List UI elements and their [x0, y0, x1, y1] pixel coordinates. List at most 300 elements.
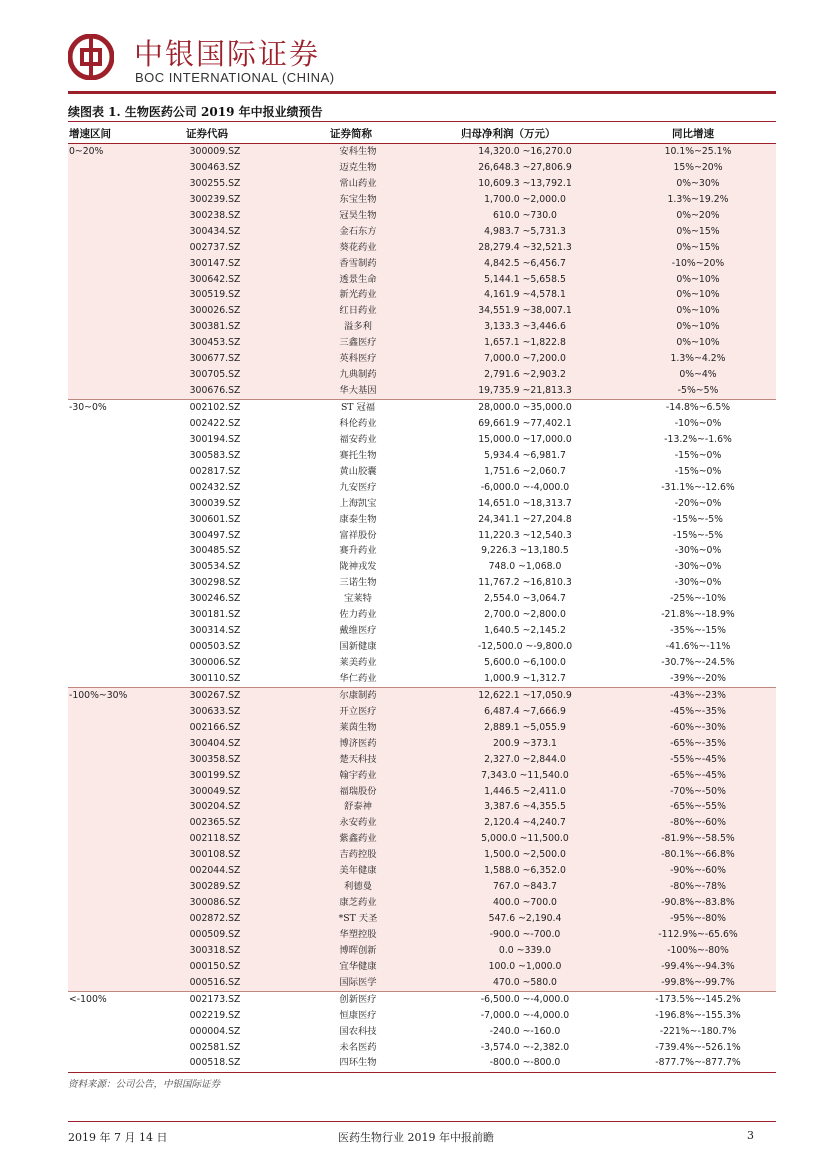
net-profit-range: 100.0 ~1,000.0: [488, 960, 562, 972]
table-row: [68, 319, 776, 335]
table-row: [68, 639, 776, 655]
table-row: [68, 543, 776, 559]
net-profit-range: 1,751.6 ~2,060.7: [484, 465, 566, 477]
security-code: 002817.SZ: [189, 465, 241, 477]
security-name: 紫鑫药业: [339, 833, 377, 845]
net-profit-range: 0.0 ~339.0: [498, 944, 552, 956]
net-profit-range: 610.0 ~730.0: [493, 209, 557, 221]
footer-title: 医药生物行业 2019 年中报前瞻: [338, 1131, 494, 1144]
security-name: 创新医疗: [339, 993, 377, 1005]
table-row: [68, 575, 776, 591]
yoy-growth: -35%~-15%: [670, 625, 726, 637]
page-number: 3: [747, 1129, 754, 1142]
yoy-growth: -5%~5%: [677, 385, 719, 397]
security-code: 300026.SZ: [189, 305, 241, 317]
yoy-growth: 0%~10%: [676, 273, 720, 285]
security-name: 福瑞股份: [339, 785, 377, 797]
security-name: 华大基因: [339, 385, 377, 397]
table-row: [68, 144, 776, 160]
security-code: 300199.SZ: [189, 769, 241, 781]
yoy-growth: 10.1%~25.1%: [664, 146, 732, 157]
net-profit-range: 3,387.6 ~4,355.5: [484, 801, 566, 813]
table-row: [68, 623, 776, 639]
table-row: [68, 1040, 776, 1056]
security-name: 红日药业: [339, 305, 377, 317]
table-row: [68, 448, 776, 464]
yoy-growth: -31.1%~-12.6%: [661, 481, 735, 493]
security-name: 宜华健康: [339, 960, 377, 972]
net-profit-range: 34,551.9 ~38,007.1: [478, 305, 572, 317]
yoy-growth: 0%~10%: [676, 289, 720, 301]
table-row: [68, 927, 776, 943]
security-code: 002173.SZ: [189, 993, 241, 1005]
net-profit-range: -7,000.0 ~-4,000.0: [480, 1009, 570, 1021]
table-row: [68, 287, 776, 303]
table-row: [68, 303, 776, 319]
table-row: [68, 959, 776, 975]
brand-name-cn: 中银国际证券: [134, 37, 321, 71]
net-profit-range: 28,000.0 ~35,000.0: [478, 402, 572, 413]
yoy-growth: -65%~-55%: [670, 801, 726, 813]
yoy-growth: -30%~0%: [674, 577, 722, 589]
table-row: [68, 784, 776, 800]
security-name: 利德曼: [344, 881, 372, 893]
table-row: [68, 1008, 776, 1024]
net-profit-range: 4,161.9 ~4,578.1: [484, 289, 566, 301]
security-code: 300238.SZ: [189, 209, 241, 221]
table-caption: 续图表 1. 生物医药公司 2019 年中报业绩预告: [68, 105, 323, 119]
table-row: [68, 607, 776, 623]
security-name: 三鑫医疗: [339, 337, 377, 349]
yoy-growth: -80%~-60%: [670, 817, 726, 829]
security-code: 300009.SZ: [189, 146, 241, 157]
net-profit-range: 767.0 ~843.7: [493, 881, 557, 893]
security-name: 永安药业: [339, 817, 377, 829]
yoy-growth: -739.4%~-526.1%: [655, 1041, 741, 1053]
net-profit-range: -3,574.0 ~-2,382.0: [480, 1041, 570, 1053]
table-row: [68, 911, 776, 927]
security-code: 300289.SZ: [189, 881, 241, 893]
security-name: 宝莱特: [344, 593, 372, 605]
security-name: 九典制药: [339, 369, 377, 381]
security-name: 国农科技: [339, 1025, 377, 1037]
net-profit-range: 1,640.5 ~2,145.2: [484, 625, 566, 637]
security-code: 300147.SZ: [189, 257, 241, 269]
net-profit-range: 69,661.9 ~77,402.1: [478, 417, 572, 429]
table-row: [68, 351, 776, 367]
security-code: 300255.SZ: [189, 177, 241, 189]
yoy-growth: -99.4%~-94.3%: [661, 960, 735, 972]
footer-divider: [68, 1121, 776, 1122]
net-profit-range: 24,341.1 ~27,204.8: [478, 513, 572, 525]
yoy-growth: -13.2%~-1.6%: [664, 433, 732, 445]
header-growth: 同比增速: [672, 128, 714, 140]
security-code: 300677.SZ: [189, 353, 241, 365]
security-code: 002219.SZ: [189, 1009, 241, 1021]
header-interval: 增速区间: [69, 128, 111, 140]
security-name: 安科生物: [339, 146, 377, 157]
security-code: 002102.SZ: [189, 402, 241, 413]
security-name: 华仁药业: [339, 672, 377, 684]
boc-logo-icon: [68, 34, 114, 80]
table-row: [68, 943, 776, 959]
table-row: [68, 496, 776, 512]
yoy-growth: -15%~-5%: [673, 529, 723, 541]
yoy-growth: -55%~-45%: [670, 753, 726, 765]
net-profit-range: 12,622.1 ~17,050.9: [478, 689, 572, 701]
net-profit-range: 1,000.9 ~1,312.7: [484, 672, 566, 684]
security-name: 楚天科技: [339, 753, 377, 765]
yoy-growth: 0%~15%: [676, 241, 720, 253]
table-row: [68, 160, 776, 176]
security-code: 300246.SZ: [189, 593, 241, 605]
yoy-growth: 0%~10%: [676, 321, 720, 333]
net-profit-range: 1,500.0 ~2,500.0: [484, 849, 566, 861]
yoy-growth: -43%~-23%: [670, 689, 726, 701]
security-code: 002118.SZ: [189, 833, 241, 845]
yoy-growth: -99.8%~-99.7%: [661, 976, 735, 988]
security-name: 赛升药业: [339, 545, 377, 557]
security-name: 华塑控股: [339, 928, 377, 940]
table-row: [68, 1055, 776, 1071]
security-code: 000004.SZ: [189, 1025, 241, 1037]
net-profit-range: -6,500.0 ~-4,000.0: [480, 993, 570, 1005]
security-code: 300381.SZ: [189, 321, 241, 333]
yoy-growth: -80.1%~-66.8%: [661, 849, 735, 861]
security-code: 000516.SZ: [189, 976, 241, 988]
security-code: 300358.SZ: [189, 753, 241, 765]
table-row: [68, 591, 776, 607]
security-code: 300463.SZ: [189, 161, 241, 173]
net-profit-range: 2,554.0 ~3,064.7: [484, 593, 566, 605]
security-code: 002166.SZ: [189, 721, 241, 733]
table-row: [68, 895, 776, 911]
net-profit-range: 5,600.0 ~6,100.0: [484, 657, 566, 668]
header-profit: 归母净利润（万元）: [461, 128, 556, 140]
yoy-growth: -221%~-180.7%: [659, 1025, 737, 1037]
security-code: 300642.SZ: [189, 273, 241, 285]
yoy-growth: -90.8%~-83.8%: [661, 897, 735, 909]
security-name: 英科医疗: [339, 353, 377, 365]
security-name: 金石东方: [339, 225, 377, 237]
security-name: 陇神戎发: [339, 561, 377, 573]
security-code: 300676.SZ: [189, 385, 241, 397]
net-profit-range: 1,588.0 ~6,352.0: [484, 865, 566, 877]
yoy-growth: -15%~0%: [674, 449, 722, 461]
table-row: [68, 224, 776, 240]
table-bottom-rule: [68, 1072, 776, 1073]
net-profit-range: 7,343.0 ~11,540.0: [481, 769, 569, 781]
security-name: 科伦药业: [339, 417, 377, 429]
table-row: [68, 815, 776, 831]
header-divider: [68, 91, 776, 94]
security-code: 000518.SZ: [189, 1057, 241, 1069]
security-code: 300181.SZ: [189, 609, 241, 621]
yoy-growth: -173.5%~-145.2%: [655, 993, 741, 1005]
security-code: 000150.SZ: [189, 960, 241, 972]
security-code: 300485.SZ: [189, 545, 241, 557]
net-profit-range: 470.0 ~580.0: [493, 976, 557, 988]
security-name: 莱美药业: [339, 657, 377, 668]
yoy-growth: -20%~0%: [674, 497, 722, 509]
table-row: [68, 736, 776, 752]
growth-interval: <-100%: [69, 993, 107, 1005]
security-code: 300006.SZ: [189, 657, 241, 668]
security-name: 常山药业: [339, 177, 377, 189]
security-name: 吉药控股: [339, 849, 377, 861]
net-profit-range: -800.0 ~-800.0: [489, 1057, 561, 1069]
net-profit-range: 5,934.4 ~6,981.7: [484, 449, 566, 461]
table-row: [68, 432, 776, 448]
table-row: [68, 528, 776, 544]
net-profit-range: 5,000.0 ~11,500.0: [481, 833, 569, 845]
net-profit-range: 4,842.5 ~6,456.7: [484, 257, 566, 269]
security-code: 002737.SZ: [189, 241, 241, 253]
header-name: 证券简称: [330, 128, 372, 140]
yoy-growth: -15%~0%: [674, 465, 722, 477]
security-code: 300519.SZ: [189, 289, 241, 301]
security-code: 300298.SZ: [189, 577, 241, 589]
table-row: [68, 480, 776, 496]
yoy-growth: 1.3%~19.2%: [667, 193, 729, 205]
yoy-growth: -14.8%~6.5%: [665, 402, 731, 413]
net-profit-range: 400.0 ~700.0: [493, 897, 557, 909]
table-row: [68, 768, 776, 784]
yoy-growth: 0%~15%: [676, 225, 720, 237]
table-row: [68, 863, 776, 879]
table-row: [68, 687, 776, 704]
security-name: 博晖创新: [339, 944, 377, 956]
table-header-row: [68, 122, 776, 144]
yoy-growth: -80%~-78%: [670, 881, 726, 893]
net-profit-range: 2,791.6 ~2,903.2: [484, 369, 566, 381]
table-row: [68, 704, 776, 720]
yoy-growth: -877.7%~-877.7%: [655, 1057, 741, 1069]
net-profit-range: 4,983.7 ~5,731.3: [484, 225, 566, 237]
table-row: [68, 208, 776, 224]
yoy-growth: -65%~-35%: [670, 737, 726, 749]
yoy-growth: -39%~-20%: [670, 672, 726, 684]
yoy-growth: -10%~0%: [674, 417, 722, 429]
net-profit-range: 748.0 ~1,068.0: [488, 561, 562, 573]
security-name: 国际医学: [339, 976, 377, 988]
security-name: 黄山胶囊: [339, 465, 377, 477]
net-profit-range: 14,651.0 ~18,313.7: [478, 497, 572, 509]
table-row: [68, 176, 776, 192]
security-name: 福安药业: [339, 433, 377, 445]
yoy-growth: 0%~20%: [676, 209, 720, 221]
yoy-growth: -30%~0%: [674, 545, 722, 557]
security-name: 迈克生物: [339, 161, 377, 173]
security-code: 300194.SZ: [189, 433, 241, 445]
security-name: 四环生物: [339, 1057, 377, 1069]
net-profit-range: 15,000.0 ~17,000.0: [478, 433, 572, 445]
security-code: 300110.SZ: [189, 672, 241, 684]
growth-interval: -100%~30%: [69, 689, 128, 701]
table-row: [68, 752, 776, 768]
security-code: 300534.SZ: [189, 561, 241, 573]
yoy-growth: -81.9%~-58.5%: [661, 833, 735, 845]
table-row: [68, 512, 776, 528]
security-code: 300239.SZ: [189, 193, 241, 205]
security-name: 佐力药业: [339, 609, 377, 621]
security-name: 透景生命: [339, 273, 377, 285]
net-profit-range: 547.6 ~2,190.4: [488, 913, 562, 924]
source-note: 资料来源：公司公告，中银国际证券: [68, 1079, 221, 1090]
yoy-growth: 0%~10%: [676, 337, 720, 349]
security-code: 300497.SZ: [189, 529, 241, 541]
security-code: 300314.SZ: [189, 625, 241, 637]
security-code: 002432.SZ: [189, 481, 241, 493]
yoy-growth: -30%~0%: [674, 561, 722, 573]
yoy-growth: 0%~10%: [676, 305, 720, 317]
security-code: 300318.SZ: [189, 944, 241, 956]
yoy-growth: -30.7%~-24.5%: [661, 657, 735, 668]
brand-name-en: BOC INTERNATIONAL (CHINA): [135, 70, 335, 85]
table-row: [68, 399, 776, 416]
security-name: 国新健康: [339, 641, 377, 653]
security-code: 300108.SZ: [189, 849, 241, 861]
security-name: 未名医药: [339, 1041, 377, 1053]
yoy-growth: -41.6%~-11%: [665, 641, 731, 653]
security-code: 300267.SZ: [189, 689, 241, 701]
yoy-growth: -90%~-60%: [670, 865, 726, 877]
security-code: 002872.SZ: [189, 913, 241, 924]
security-code: 300633.SZ: [189, 705, 241, 717]
net-profit-range: 6,487.4 ~7,666.9: [484, 705, 566, 717]
table-row: [68, 1024, 776, 1040]
security-code: 002422.SZ: [189, 417, 241, 429]
table-row: [68, 367, 776, 383]
yoy-growth: 1.3%~4.2%: [670, 353, 726, 365]
table-row: [68, 991, 776, 1008]
security-name: 戴维医疗: [339, 625, 377, 637]
security-name: 溢多利: [344, 321, 372, 333]
security-name: 开立医疗: [339, 705, 377, 717]
net-profit-range: 1,700.0 ~2,000.0: [484, 193, 566, 205]
net-profit-range: -12,500.0 ~-9,800.0: [477, 641, 573, 653]
page-header: [68, 28, 776, 88]
net-profit-range: 2,327.0 ~2,844.0: [484, 753, 566, 765]
security-name: 舒泰神: [344, 801, 372, 813]
yoy-growth: -196.8%~-155.3%: [655, 1009, 741, 1021]
security-name: 康芝药业: [339, 897, 377, 909]
yoy-growth: 0%~30%: [676, 177, 720, 189]
net-profit-range: -900.0 ~-700.0: [489, 928, 561, 940]
net-profit-range: 10,609.3 ~13,792.1: [478, 177, 572, 189]
table-row: [68, 720, 776, 736]
net-profit-range: 19,735.9 ~21,813.3: [478, 385, 572, 397]
table-body: [68, 144, 776, 1071]
net-profit-range: 11,220.3 ~12,540.3: [478, 529, 572, 541]
yoy-growth: -112.9%~-65.6%: [658, 928, 738, 940]
yoy-growth: -70%~-50%: [670, 785, 726, 797]
earnings-forecast-table: [68, 122, 776, 1071]
yoy-growth: -21.8%~-18.9%: [661, 609, 735, 621]
table-row: [68, 559, 776, 575]
net-profit-range: -6,000.0 ~-4,000.0: [480, 481, 570, 493]
security-name: 赛托生物: [339, 449, 377, 461]
security-code: 002581.SZ: [189, 1041, 241, 1053]
security-code: 300601.SZ: [189, 513, 241, 525]
header-code: 证券代码: [186, 128, 228, 140]
net-profit-range: 26,648.3 ~27,806.9: [478, 161, 572, 173]
table-row: [68, 335, 776, 351]
net-profit-range: 2,700.0 ~2,800.0: [484, 609, 566, 621]
security-code: 300434.SZ: [189, 225, 241, 237]
security-name: 冠昊生物: [339, 209, 377, 221]
security-code: 000509.SZ: [189, 928, 241, 940]
net-profit-range: 3,133.3 ~3,446.6: [484, 321, 566, 333]
net-profit-range: 2,889.1 ~5,055.9: [484, 721, 566, 733]
security-code: 300204.SZ: [189, 801, 241, 813]
net-profit-range: 200.9 ~373.1: [493, 737, 557, 749]
security-name: 九安医疗: [339, 481, 377, 493]
security-name: 尔康制药: [339, 689, 377, 701]
security-code: 300705.SZ: [189, 369, 241, 381]
security-code: 300049.SZ: [189, 785, 241, 797]
yoy-growth: -45%~-35%: [670, 705, 726, 717]
yoy-growth: -10%~20%: [671, 257, 725, 269]
net-profit-range: -240.0 ~-160.0: [489, 1025, 561, 1037]
net-profit-range: 28,279.4 ~32,521.3: [478, 241, 572, 253]
yoy-growth: 0%~4%: [679, 369, 717, 381]
security-name: 博济医药: [339, 737, 377, 749]
table-row: [68, 383, 776, 399]
yoy-growth: -15%~-5%: [673, 513, 723, 525]
yoy-growth: -25%~-10%: [670, 593, 726, 605]
net-profit-range: 14,320.0 ~16,270.0: [478, 146, 572, 157]
security-name: 三诺生物: [339, 577, 377, 589]
net-profit-range: 1,657.1 ~1,822.8: [484, 337, 566, 349]
security-name: 富祥股份: [339, 529, 377, 541]
security-code: 002365.SZ: [189, 817, 241, 829]
net-profit-range: 2,120.4 ~4,240.7: [484, 817, 566, 829]
security-name: 恒康医疗: [339, 1009, 377, 1021]
yoy-growth: -65%~-45%: [670, 769, 726, 781]
footer-date: 2019 年 7 月 14 日: [68, 1131, 168, 1144]
table-row: [68, 831, 776, 847]
table-row: [68, 671, 776, 687]
table-row: [68, 975, 776, 991]
table-row: [68, 256, 776, 272]
table-row: [68, 416, 776, 432]
security-code: 300086.SZ: [189, 897, 241, 909]
security-name: 葵花药业: [339, 241, 377, 253]
security-name: 香雪制药: [339, 257, 377, 269]
table-row: [68, 464, 776, 480]
table-row: [68, 847, 776, 863]
yoy-growth: -60%~-30%: [670, 721, 726, 733]
table-row: [68, 192, 776, 208]
security-code: 002044.SZ: [189, 865, 241, 877]
table-row: [68, 272, 776, 288]
security-name: 翰宇药业: [339, 769, 377, 781]
security-name: *ST 天圣: [338, 913, 378, 924]
net-profit-range: 7,000.0 ~7,200.0: [484, 353, 566, 365]
net-profit-range: 11,767.2 ~16,810.3: [478, 577, 572, 589]
yoy-growth: 15%~20%: [673, 161, 723, 173]
security-name: ST 冠福: [340, 402, 376, 413]
security-code: 300404.SZ: [189, 737, 241, 749]
net-profit-range: 1,446.5 ~2,411.0: [484, 785, 566, 797]
security-code: 300583.SZ: [189, 449, 241, 461]
security-name: 新光药业: [339, 289, 377, 301]
security-name: 莱茵生物: [339, 721, 377, 733]
yoy-growth: -95%~-80%: [670, 913, 726, 924]
table-row: [68, 240, 776, 256]
net-profit-range: 9,226.3 ~13,180.5: [481, 545, 569, 557]
